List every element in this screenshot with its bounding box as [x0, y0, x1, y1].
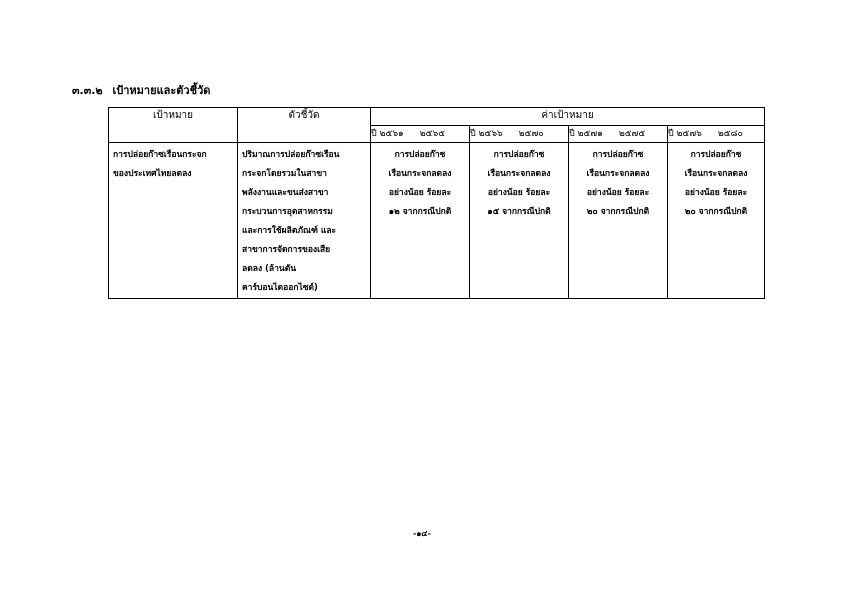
goal-line: ของประเทศไทยลดลง [113, 169, 192, 179]
indicator-line: และการใช้ผลิตภัณฑ์ และ [242, 226, 337, 236]
target-line: ๒๐ จากกรณีปกติ [586, 207, 650, 217]
target-line: เรือนกระจกลดลง [487, 169, 551, 179]
target-cell-4 [668, 143, 765, 299]
indicator-line: ปริมาณการปล่อยก๊าซเรือน [242, 150, 340, 160]
header-year-3 [569, 126, 668, 143]
target-line: อย่างน้อย ร้อยละ [388, 188, 452, 198]
header-year-2 [470, 126, 569, 143]
target-line: ๑๕ จากกรณีปกติ [487, 207, 551, 217]
header-year-1 [371, 126, 470, 143]
header-indicator: ตัวชี้วัด [238, 108, 371, 143]
indicator-line: กระบวนการอุตสาหกรรม [242, 207, 333, 217]
section-title: เป้าหมายและตัวชี้วัด [112, 84, 211, 97]
indicator-line: คาร์บอนไดออกไซด์) [242, 283, 318, 293]
section-number: ๓.๓.๒ [72, 84, 103, 97]
goal-cell [109, 143, 238, 299]
indicator-cell [238, 143, 371, 299]
year-end: ๒๕๗๐ [518, 129, 544, 139]
table-row [109, 143, 765, 299]
target-indicator-table [108, 107, 765, 299]
target-line: การปล่อยก๊าซ [394, 150, 446, 160]
target-cell-2 [470, 143, 569, 299]
page-number: -๑๔- [413, 529, 431, 538]
header-targets: ค่าเป้าหมาย [371, 108, 765, 126]
target-line: ๒๐ จากกรณีปกติ [684, 207, 748, 217]
target-line: อย่างน้อย ร้อยละ [487, 188, 551, 198]
indicator-line: กระจกโดยรวมในสาขา [242, 169, 327, 179]
target-line: เรือนกระจกลดลง [388, 169, 452, 179]
year-label: ปี ๒๕๗๑ [569, 129, 603, 139]
year-end: ๒๕๗๕ [618, 129, 646, 139]
indicator-line: พลังงานและขนส่งสาขา [242, 188, 329, 198]
indicator-line: ลดลง (ล้านตัน [242, 264, 297, 274]
target-line: เรือนกระจกลดลง [586, 169, 650, 179]
target-line: ๑๒ จากกรณีปกติ [388, 207, 452, 217]
target-line: การปล่อยก๊าซ [690, 150, 742, 160]
year-end: ๒๕๖๕ [419, 129, 446, 139]
target-line: การปล่อยก๊าซ [592, 150, 644, 160]
target-line: อย่างน้อย ร้อยละ [684, 188, 748, 198]
header-year-4 [668, 126, 765, 143]
target-line: การปล่อยก๊าซ [493, 150, 545, 160]
section-heading [72, 81, 210, 99]
year-end: ๒๕๘๐ [717, 129, 743, 139]
year-label: ปี ๒๕๖๑ [371, 129, 404, 139]
year-label: ปี ๒๕๖๖ [470, 129, 503, 139]
target-cell-1 [371, 143, 470, 299]
year-label: ปี ๒๕๗๖ [668, 129, 702, 139]
target-cell-3 [569, 143, 668, 299]
goal-line: การปล่อยก๊าซเรือนกระจก [113, 150, 207, 160]
target-line: เรือนกระจกลดลง [684, 169, 748, 179]
indicator-line: สาขาการจัดการของเสีย [242, 245, 331, 255]
header-goal: เป้าหมาย [109, 108, 238, 143]
target-line: อย่างน้อย ร้อยละ [586, 188, 650, 198]
